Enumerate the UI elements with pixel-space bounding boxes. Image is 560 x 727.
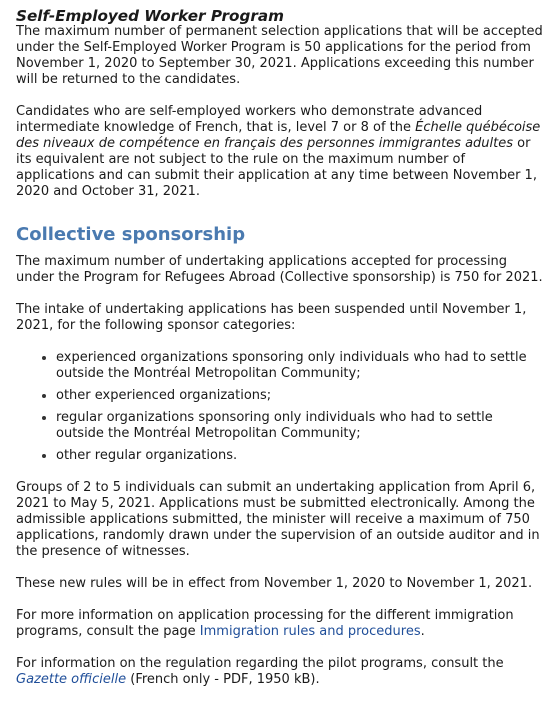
collective-paragraph-5 — [16, 608, 544, 640]
collective-paragraph-1: The maximum number of undertaking applications accepted for processing under the Program for Refugees Abroad (Collective sponsorship) is 750 for 2021. — [16, 254, 543, 285]
paragraph-text: (French only - PDF, 1950 kB). — [126, 672, 320, 687]
collective-paragraph-4: These new rules will be in effect from November 1, 2020 to November 1, 2021. — [16, 576, 533, 591]
collective-paragraph-6 — [16, 656, 544, 688]
collective-paragraph-3: Groups of 2 to 5 individuals can submit an undertaking application from April 6, 2021 to May 5, 2021. Applications must be submitted electronically. Among the admissible applications submitted, the minister will receive a maximum of 750 applications, randomly drawn under the supervision of an outside auditor and in the presence of witnesses. — [16, 480, 540, 559]
paragraph-text: Candidates who are self-employed workers who demonstrate advanced intermediate knowledge of French, that is, level 7 or 8 of the — [16, 104, 483, 135]
list-item: other experienced organizations; — [56, 388, 544, 404]
self-employed-paragraph-1: The maximum number of permanent selection applications that will be accepted under the Self-Employed Worker Program is 50 applications for the period from November 1, 2020 to September 30, 2021. Applications exceeding this number will be returned to the candidates. — [16, 24, 543, 87]
gazette-link-label: Gazette officielle — [16, 672, 127, 687]
list-item: experienced organizations sponsoring only individuals who had to settle outside the Montréal Metropolitan Community; — [56, 350, 544, 382]
echelle-title: Échelle québécoise des niveaux de compétence en français des personnes immigrantes adultes — [16, 120, 541, 151]
list-item: regular organizations sponsoring only individuals who had to settle outside the Montréal Metropolitan Community; — [56, 410, 544, 442]
section-heading-collective-sponsorship: Collective sponsorship — [16, 224, 246, 245]
paragraph-text: For more information on application processing for the different immigration programs, consult the page — [16, 608, 514, 639]
paragraph-text: or its equivalent are not subject to the rule on the maximum number of applications and can submit their application at any time between November 1, 2020 and October 31, 2021. — [16, 136, 537, 199]
immigration-rules-link[interactable]: Immigration rules and procedures — [199, 624, 421, 639]
list-item: other regular organizations. — [56, 448, 544, 464]
sponsor-category-list — [16, 350, 544, 464]
paragraph-text: . — [420, 624, 425, 639]
self-employed-paragraph-2 — [16, 104, 544, 200]
paragraph-text: For information on the regulation regarding the pilot programs, consult the — [16, 656, 504, 671]
collective-paragraph-2: The intake of undertaking applications has been suspended until November 1, 2021, for the following sponsor categories: — [16, 302, 527, 333]
gazette-officielle-link[interactable] — [16, 672, 126, 687]
section-heading-self-employed: Self-Employed Worker Program — [16, 7, 284, 25]
